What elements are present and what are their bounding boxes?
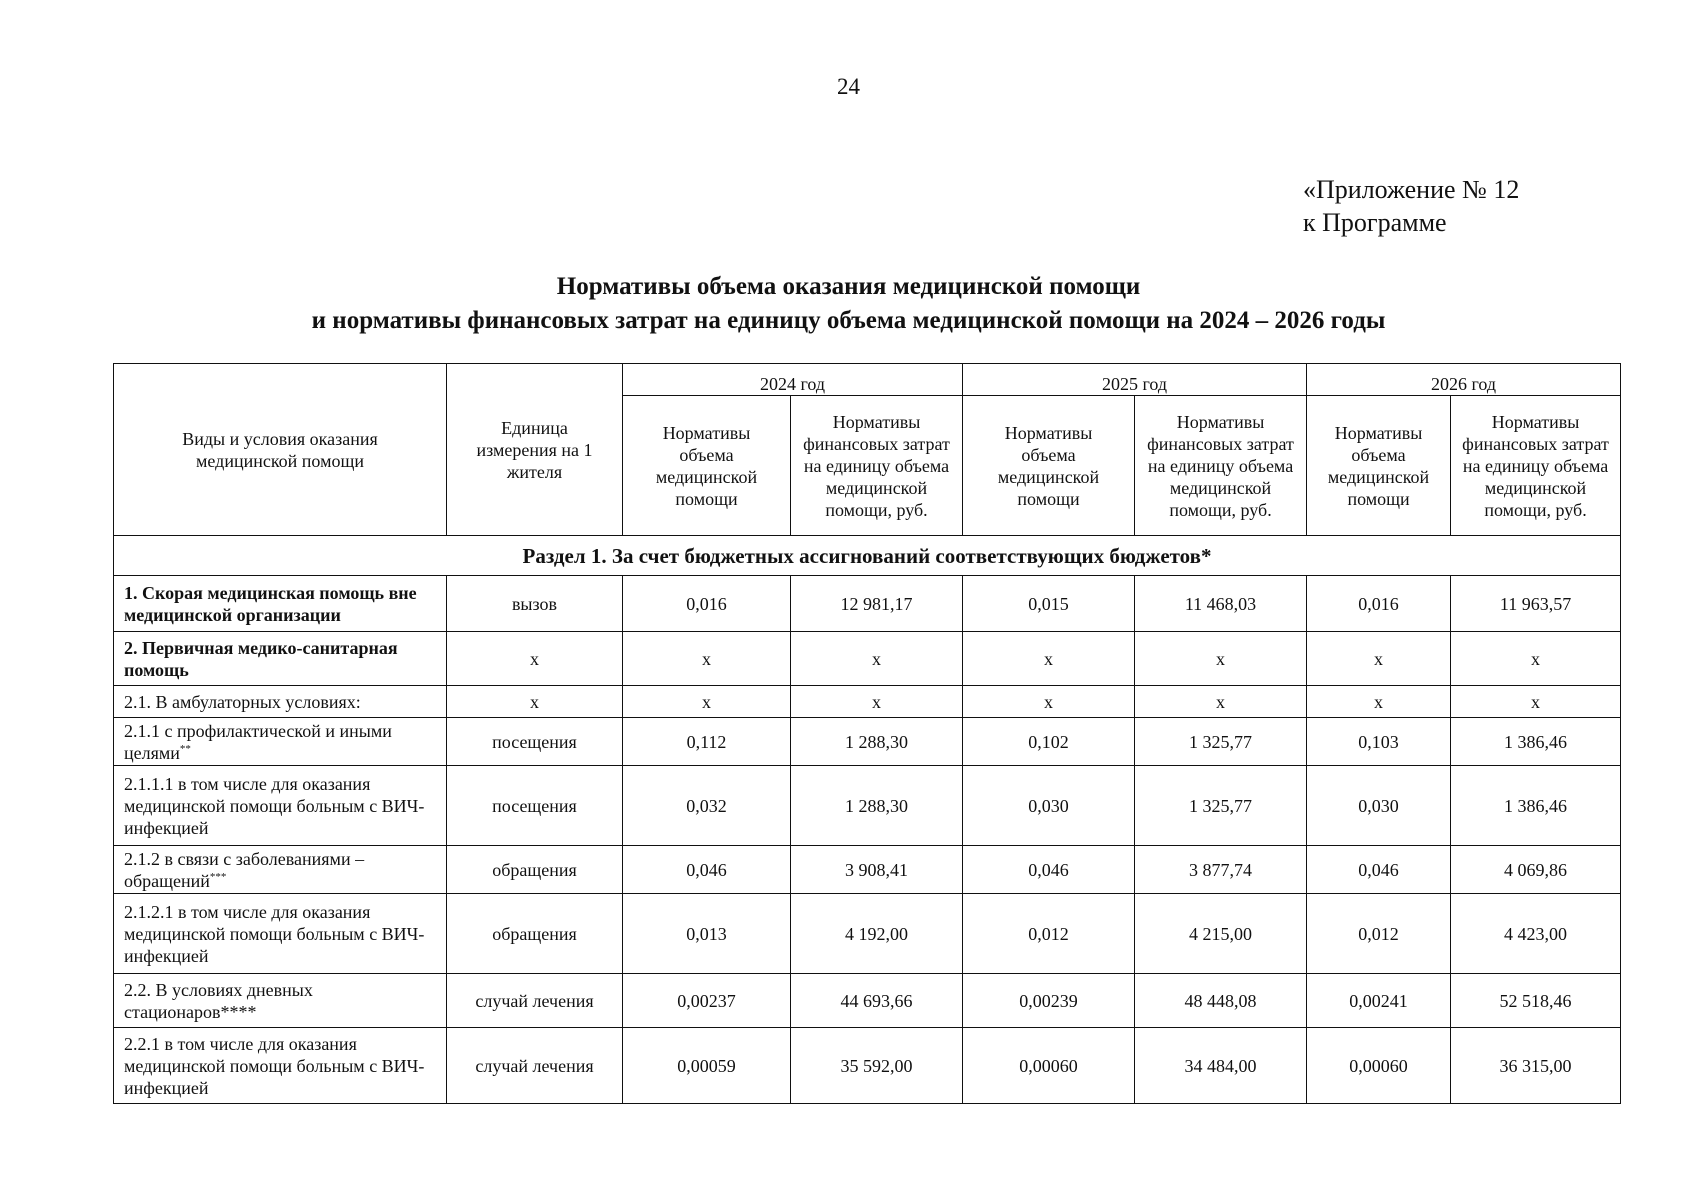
table-row (114, 846, 1621, 894)
volume-norm-cell: 0,016 (623, 576, 791, 632)
row-label: 2.1.2 в связи с заболеваниями – обращений (124, 848, 365, 891)
row-label: 2.1.1.1 в том числе для оказания медицинской помощи больным с ВИЧ-инфекцией (124, 773, 425, 838)
row-label: 2. Первичная медико-санитарная помощь (124, 637, 398, 680)
volume-norm-cell: х (623, 686, 791, 718)
volume-norm-cell: х (1307, 686, 1451, 718)
title-line-2: и нормативы финансовых затрат на единицу объема медицинской помощи на 2024 – 2026 годы (311, 307, 1386, 334)
header-volume-2026: Нормативы объема медицинской помощи (1307, 396, 1451, 536)
section-1-heading: Раздел 1. За счет бюджетных ассигнований соответствующих бюджетов* (114, 536, 1621, 576)
table-row (114, 1028, 1621, 1104)
row-label-cell (114, 686, 447, 718)
row-label-cell (114, 894, 447, 974)
row-label: 2.2. В условиях дневных стационаров**** (124, 979, 313, 1022)
cost-norm-cell: 12 981,17 (791, 576, 963, 632)
table-row (114, 686, 1621, 718)
cost-norm-cell: х (1135, 686, 1307, 718)
table-body-rows (114, 576, 1621, 1104)
header-year-2026: 2026 год (1307, 364, 1621, 396)
volume-norm-cell: х (1307, 632, 1451, 686)
volume-norm-cell: 0,046 (1307, 846, 1451, 894)
volume-norm-cell: 0,00060 (1307, 1028, 1451, 1104)
row-label: 1. Скорая медицинская помощь вне медицинской организации (124, 582, 417, 625)
volume-norm-cell: 0,046 (963, 846, 1135, 894)
row-unit-cell: посещения (447, 718, 623, 766)
cost-norm-cell: 11 963,57 (1451, 576, 1621, 632)
row-unit-cell: обращения (447, 846, 623, 894)
row-label-cell (114, 1028, 447, 1104)
row-unit-cell: посещения (447, 766, 623, 846)
header-volume-2025: Нормативы объема медицинской помощи (963, 396, 1135, 536)
row-unit-cell: случай лечения (447, 974, 623, 1028)
row-label: 2.2.1 в том числе для оказания медицинской помощи больным с ВИЧ-инфекцией (124, 1033, 425, 1098)
volume-norm-cell: 0,103 (1307, 718, 1451, 766)
volume-norm-cell: 0,00060 (963, 1028, 1135, 1104)
cost-norm-cell: х (791, 632, 963, 686)
cost-norm-cell: 1 386,46 (1451, 718, 1621, 766)
table-row (114, 632, 1621, 686)
header-year-2024: 2024 год (623, 364, 963, 396)
cost-norm-cell: 4 192,00 (791, 894, 963, 974)
appendix-reference (1303, 173, 1519, 239)
cost-norm-cell: 3 877,74 (1135, 846, 1307, 894)
norms-table (113, 363, 1621, 1104)
volume-norm-cell: 0,00237 (623, 974, 791, 1028)
cost-norm-cell: х (1135, 632, 1307, 686)
header-cost-2024: Нормативы финансовых затрат на единицу объема медицинской помощи, руб. (791, 396, 963, 536)
row-unit-cell: обращения (447, 894, 623, 974)
row-label-cell (114, 576, 447, 632)
volume-norm-cell: 0,015 (963, 576, 1135, 632)
appendix-line-1: «Приложение № 12 (1303, 175, 1520, 204)
cost-norm-cell: 44 693,66 (791, 974, 963, 1028)
volume-norm-cell: 0,032 (623, 766, 791, 846)
table-row (114, 894, 1621, 974)
table-row (114, 718, 1621, 766)
row-label-cell (114, 974, 447, 1028)
volume-norm-cell: х (963, 686, 1135, 718)
cost-norm-cell: 52 518,46 (1451, 974, 1621, 1028)
volume-norm-cell: х (963, 632, 1135, 686)
volume-norm-cell: 0,012 (1307, 894, 1451, 974)
header-year-2025: 2025 год (963, 364, 1307, 396)
cost-norm-cell: 1 386,46 (1451, 766, 1621, 846)
cost-norm-cell: 4 215,00 (1135, 894, 1307, 974)
volume-norm-cell: 0,112 (623, 718, 791, 766)
cost-norm-cell: 34 484,00 (1135, 1028, 1307, 1104)
volume-norm-cell: 0,102 (963, 718, 1135, 766)
volume-norm-cell: 0,00239 (963, 974, 1135, 1028)
cost-norm-cell: 1 288,30 (791, 766, 963, 846)
document-title (0, 270, 1697, 338)
header-volume-2024: Нормативы объема медицинской помощи (623, 396, 791, 536)
volume-norm-cell: 0,012 (963, 894, 1135, 974)
cost-norm-cell: 36 315,00 (1451, 1028, 1621, 1104)
header-cost-2026: Нормативы финансовых затрат на единицу объема медицинской помощи, руб. (1451, 396, 1621, 536)
row-label-cell (114, 846, 447, 894)
cost-norm-cell: х (1451, 632, 1621, 686)
cost-norm-cell: х (791, 686, 963, 718)
title-line-1: Нормативы объема оказания медицинской помощи (556, 273, 1141, 300)
row-label-cell (114, 632, 447, 686)
header-unit-cell: Единица измерения на 1 жителя (447, 364, 623, 536)
cost-norm-cell: 11 468,03 (1135, 576, 1307, 632)
cost-norm-cell: 48 448,08 (1135, 974, 1307, 1028)
row-label-cell (114, 766, 447, 846)
row-unit-cell: х (447, 632, 623, 686)
row-label: 2.1. В амбулаторных условиях: (124, 691, 361, 712)
cost-norm-cell: 4 423,00 (1451, 894, 1621, 974)
volume-norm-cell: 0,00241 (1307, 974, 1451, 1028)
header-type-cell: Виды и условия оказания медицинской помощи (114, 364, 447, 536)
row-label: 2.1.1 с профилактической и иными целями (124, 720, 392, 763)
row-label-cell (114, 718, 447, 766)
cost-norm-cell: 3 908,41 (791, 846, 963, 894)
row-unit-cell: х (447, 686, 623, 718)
cost-norm-cell: 4 069,86 (1451, 846, 1621, 894)
footnote-marker: ** (179, 742, 191, 755)
appendix-line-2: к Программе (1303, 208, 1447, 237)
volume-norm-cell: 0,00059 (623, 1028, 791, 1104)
header-cost-2025: Нормативы финансовых затрат на единицу объема медицинской помощи, руб. (1135, 396, 1307, 536)
page-number: 24 (837, 74, 860, 99)
volume-norm-cell: 0,016 (1307, 576, 1451, 632)
cost-norm-cell: 1 288,30 (791, 718, 963, 766)
row-unit-cell: вызов (447, 576, 623, 632)
table-row (114, 576, 1621, 632)
cost-norm-cell: 1 325,77 (1135, 718, 1307, 766)
row-unit-cell: случай лечения (447, 1028, 623, 1104)
volume-norm-cell: 0,013 (623, 894, 791, 974)
volume-norm-cell: 0,030 (1307, 766, 1451, 846)
row-label: 2.1.2.1 в том числе для оказания медицинской помощи больным с ВИЧ-инфекцией (124, 901, 425, 966)
cost-norm-cell: х (1451, 686, 1621, 718)
cost-norm-cell: 1 325,77 (1135, 766, 1307, 846)
volume-norm-cell: 0,030 (963, 766, 1135, 846)
cost-norm-cell: 35 592,00 (791, 1028, 963, 1104)
volume-norm-cell: 0,046 (623, 846, 791, 894)
volume-norm-cell: х (623, 632, 791, 686)
table-row (114, 766, 1621, 846)
footnote-marker: *** (209, 870, 227, 883)
table-row (114, 974, 1621, 1028)
